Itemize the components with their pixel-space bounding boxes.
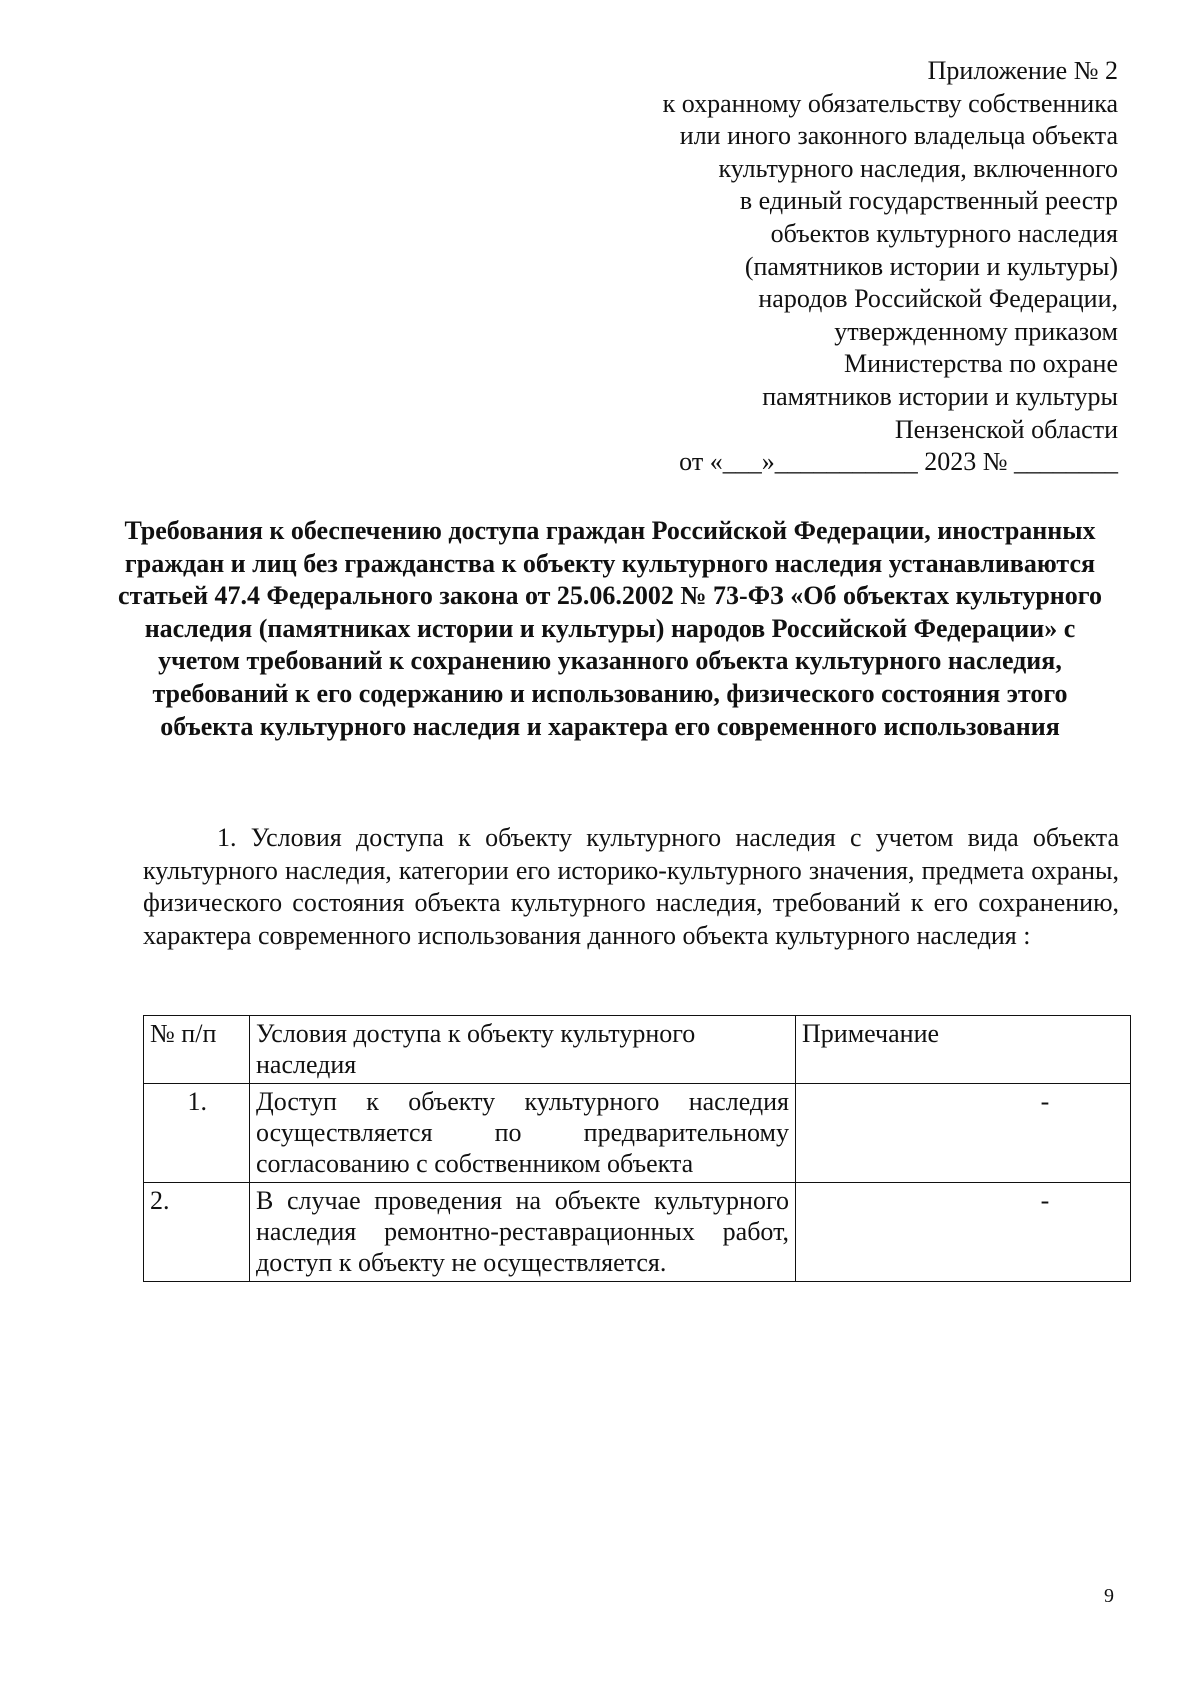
- appendix-line: Пензенской области: [894, 414, 1118, 444]
- appendix-line: культурного наследия, включенного: [718, 153, 1118, 183]
- appendix-line: утвержденному приказом: [834, 316, 1118, 346]
- appendix-line: в единый государственный реестр: [739, 186, 1118, 216]
- header-conditions: Условия доступа к объекту культурного наследия: [250, 1016, 796, 1084]
- table-row: [144, 1183, 1131, 1282]
- page-number: 9: [1104, 1585, 1114, 1607]
- table-row: [144, 1084, 1131, 1183]
- appendix-line: (памятников истории и культуры): [744, 251, 1118, 281]
- row-note: -: [796, 1084, 1131, 1183]
- row-conditions: Доступ к объекту культурного наследия осуществляется по предварительному согласованию с собственником объекта: [250, 1084, 796, 1183]
- row-conditions: В случае проведения на объекте культурного наследия ремонтно-реставрационных работ, доступ к объекту не осуществляется.: [250, 1183, 796, 1282]
- appendix-line: народов Российской Федерации,: [758, 284, 1118, 314]
- appendix-line: памятников истории и культуры: [762, 381, 1118, 411]
- appendix-date-line: от «___»___________ 2023 № ________: [679, 447, 1118, 477]
- row-num: 1.: [144, 1084, 250, 1183]
- header-note: Примечание: [796, 1016, 1131, 1084]
- access-conditions-table: [143, 1015, 1131, 1282]
- document-heading: Требования к обеспечению доступа граждан Российской Федерации, иностранных граждан и лиц без гражданства к объекту культурного наследия устанавливаются статьей 47.4 Федерального закона от 25.06.2002 № 73-ФЗ «Об объектах культурного наследия (памятниках истории и культуры) народов Российской Федерации» с учетом требований к сохранению указанного объекта культурного наследия, требований к его содержанию и использованию, физического состояния этого объекта культурного наследия и характера его современного использования: [118, 516, 1102, 741]
- section-1-paragraph: 1. Условия доступа к объекту культурного наследия с учетом вида объекта культурного наследия, категории его историко-культурного значения, предмета охраны, физического состояния объекта культурного наследия, требований к его сохранению, характера современного использования данного объекта культурного наследия :: [143, 823, 1119, 950]
- table-header-row: [144, 1016, 1131, 1084]
- appendix-line: Министерства по охране: [844, 349, 1118, 379]
- row-num: 2.: [144, 1183, 250, 1282]
- access-conditions-table-wrapper: [143, 1015, 1130, 1282]
- appendix-line: к охранному обязательству собственника: [662, 88, 1118, 118]
- appendix-line: или иного законного владельца объекта: [679, 121, 1118, 151]
- appendix-line: Приложение № 2: [927, 56, 1118, 85]
- row-note: -: [796, 1183, 1131, 1282]
- appendix-line: объектов культурного наследия: [770, 218, 1118, 248]
- appendix-block: [558, 55, 1118, 479]
- header-num: № п/п: [144, 1016, 250, 1084]
